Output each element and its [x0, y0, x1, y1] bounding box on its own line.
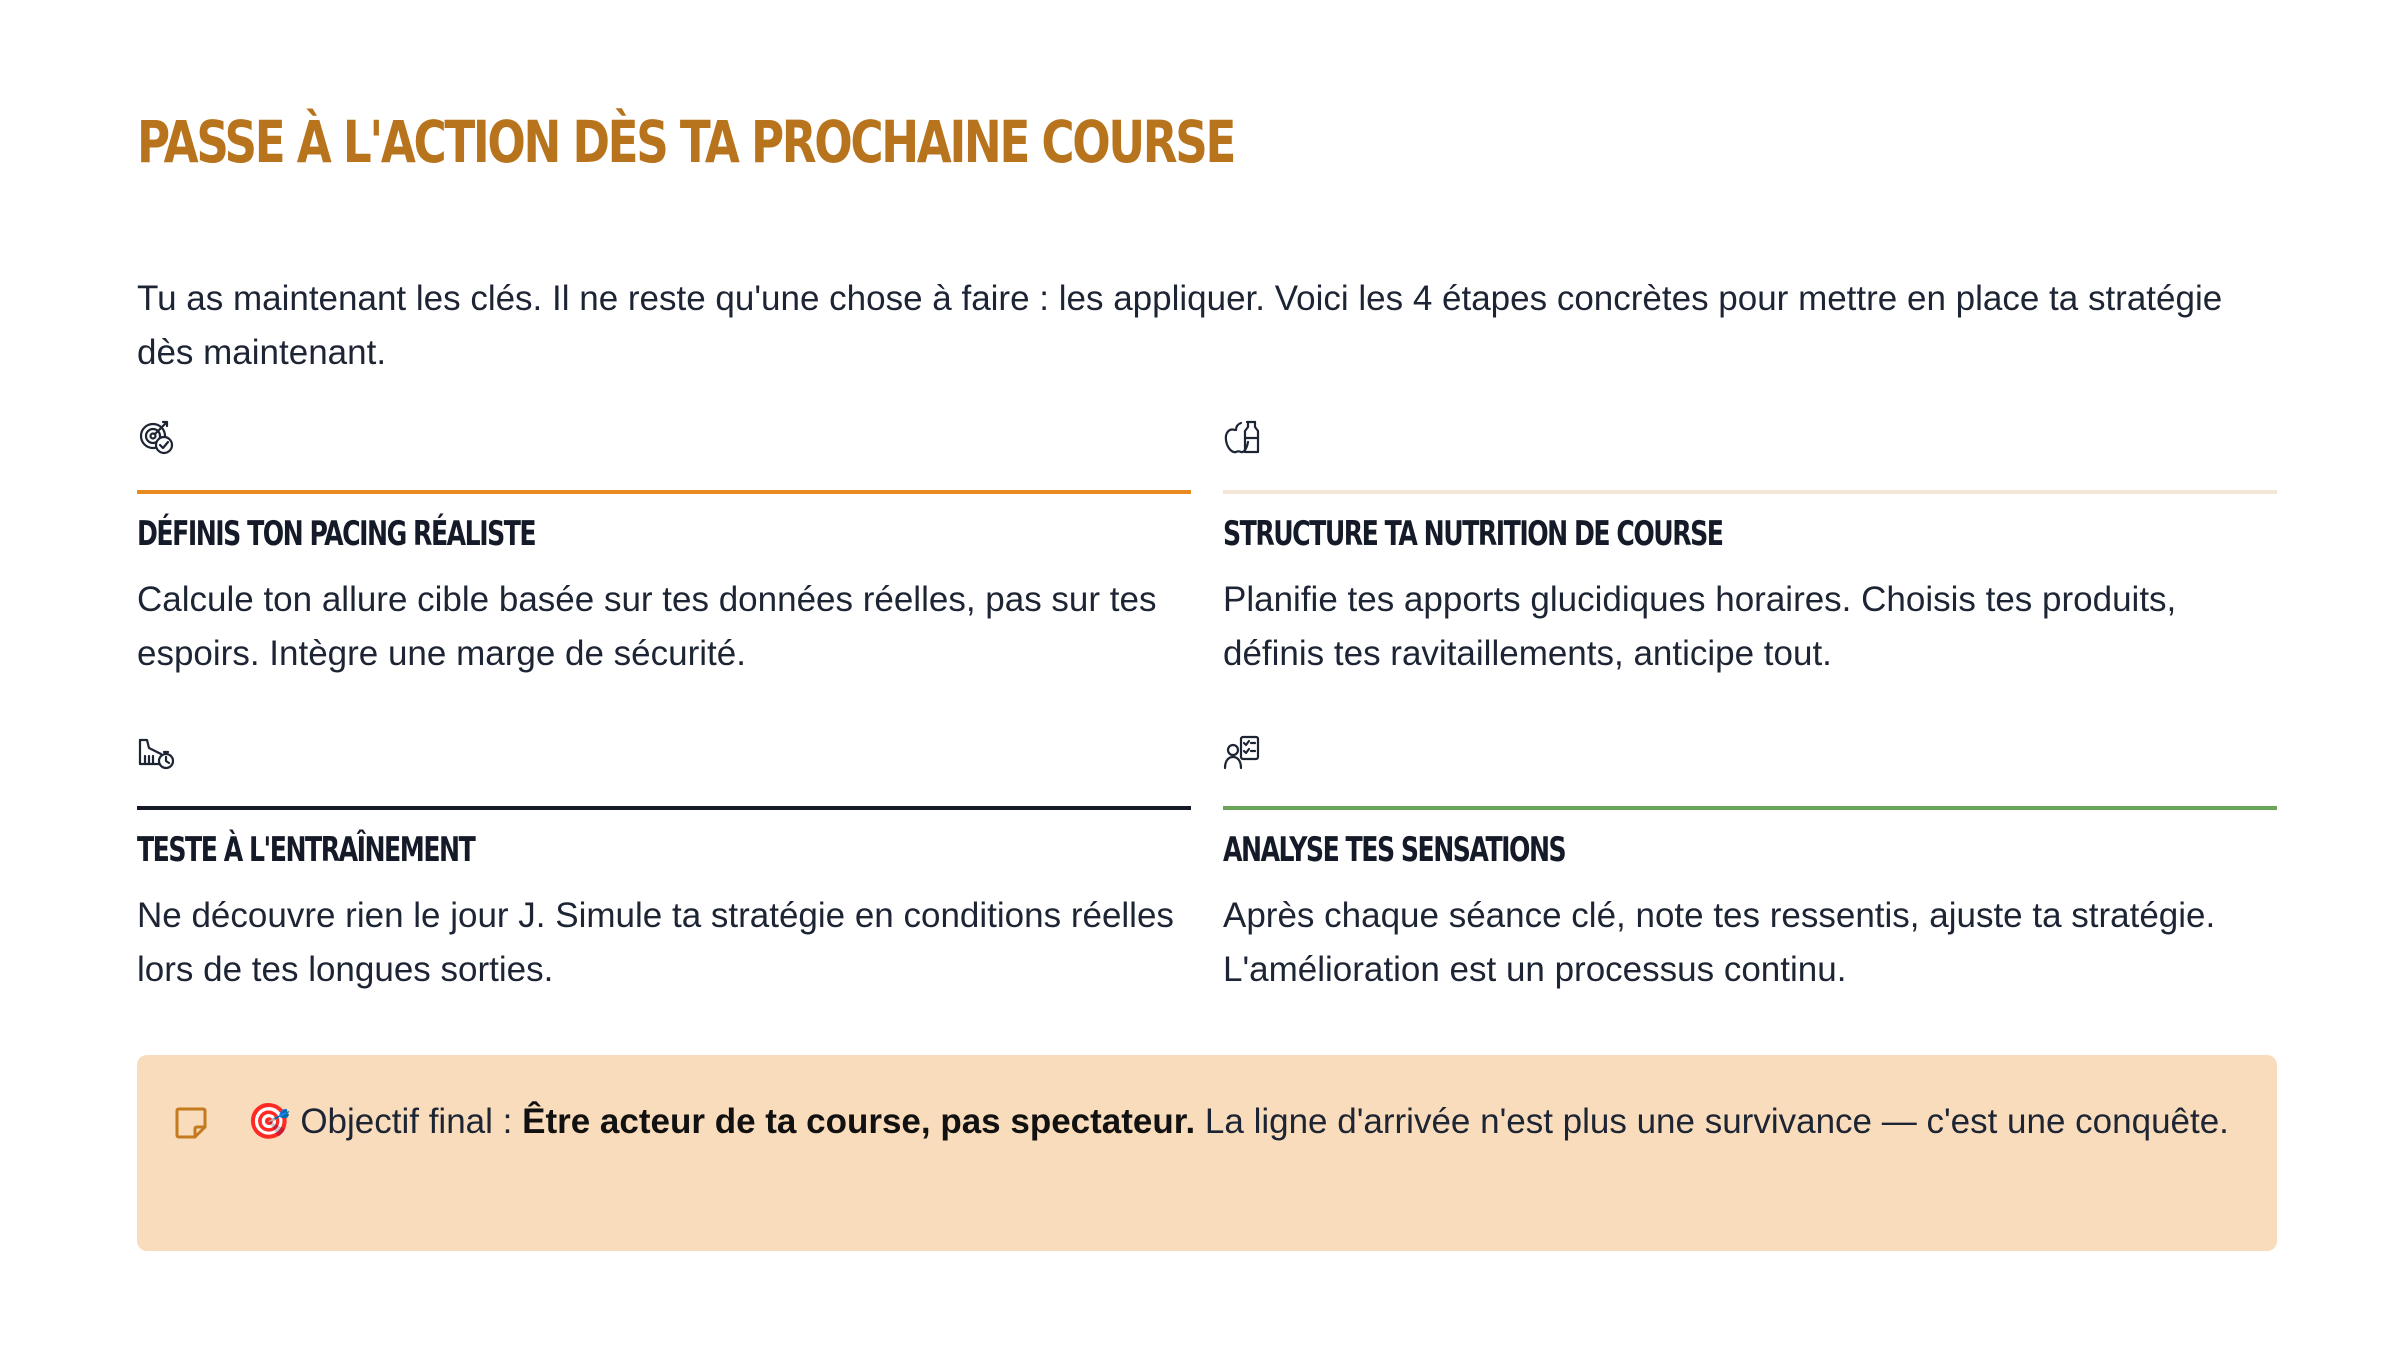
card-rule: [137, 806, 1191, 810]
step-card-nutrition: [1223, 418, 2277, 681]
card-body: Ne découvre rien le jour J. Simule ta stratégie en conditions réelles lors de tes longues sorties.: [137, 895, 1174, 989]
card-title: TESTE À L'ENTRAÎNEMENT: [137, 830, 475, 870]
card-title: ANALYSE TES SENSATIONS: [1223, 830, 1566, 870]
callout-text: [247, 1095, 2247, 1149]
intro-paragraph: Tu as maintenant les clés. Il ne reste qu'une chose à faire : les appliquer. Voici les 4 étapes concrètes pour mettre en place ta stratégie dès maintenant.: [137, 279, 2223, 372]
step-card-training: [137, 734, 1191, 997]
card-body: Après chaque séance clé, note tes ressentis, ajuste ta stratégie. L'amélioration est un processus continu.: [1223, 895, 2216, 989]
card-body: Calcule ton allure cible basée sur tes données réelles, pas sur tes espoirs. Intègre une marge de sécurité.: [137, 579, 1157, 673]
callout-lead: Objectif final :: [300, 1102, 513, 1141]
callout-bold: Être acteur de ta course, pas spectateur.: [522, 1102, 1196, 1141]
card-rule: [1223, 490, 2277, 494]
target-emoji: 🎯: [247, 1102, 291, 1142]
step-card-pacing: [137, 418, 1191, 681]
card-title: DÉFINIS TON PACING RÉALISTE: [137, 514, 536, 554]
shoe-timer-icon: [137, 734, 175, 772]
callout-box: [137, 1055, 2277, 1251]
target-check-icon: [137, 418, 175, 456]
step-card-analysis: [1223, 734, 2277, 997]
apple-bottle-icon: [1223, 418, 1261, 456]
page-title: PASSE À L'ACTION DÈS TA PROCHAINE COURSE: [137, 108, 1235, 176]
sticky-note-icon: [173, 1105, 209, 1141]
card-body: Planifie tes apports glucidiques horaires. Choisis tes produits, définis tes ravitaillements, anticipe tout.: [1223, 579, 2177, 673]
person-checklist-icon: [1223, 734, 1261, 772]
card-rule: [137, 490, 1191, 494]
card-rule: [1223, 806, 2277, 810]
card-title: STRUCTURE TA NUTRITION DE COURSE: [1223, 514, 1723, 554]
callout-rest: La ligne d'arrivée n'est plus une survivance — c'est une conquête.: [1204, 1102, 2229, 1141]
slide: [137, 0, 2277, 1350]
